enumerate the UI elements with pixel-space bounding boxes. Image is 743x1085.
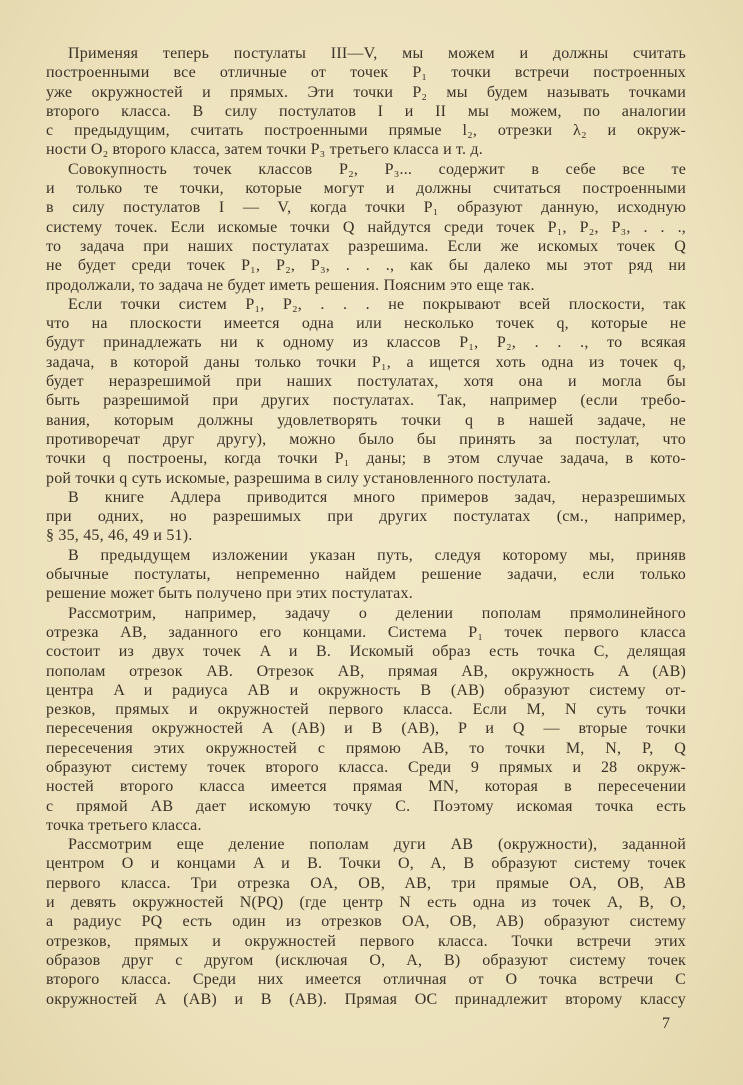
text-line: будет неразрешимой при наших постулатах, хотя она и могла бы [46,373,686,391]
text-line: отрезка AB, заданного его концами. Система P₁ точек первого класса [46,623,686,641]
paragraph [46,295,686,488]
text-line: и только те точки, которые могут и должны считаться построенными [46,180,686,198]
text-line: что на плоскости имеется одна или несколько точек q, которые не [46,315,686,333]
text-line: то задача при наших постулатах разрешима. Если же искомых точек Q [46,237,686,255]
text-line: систему точек. Если искомые точки Q найдутся среди точек P₁, P₂, P₃, . . ., [46,218,686,236]
paragraph [46,546,686,604]
text-line: центром O и концами A и B. Точки O, A, B образуют систему точек [46,855,686,873]
text-line: в силу постулатов I — V, когда точки P₁ образуют данную, исходную [46,199,686,217]
page-number: 7 [662,1015,670,1032]
text-line: первого класса. Три отрезка OA, OB, AB, три прямые OA, OB, AB [46,874,686,892]
page-body-text [46,44,686,1009]
paragraph [46,604,686,836]
text-line: Рассмотрим еще деление пополам дуги AB (окружности), заданной [68,836,686,854]
text-line: точка третьего класса. [46,816,202,834]
text-line: продолжали, то задача не будет иметь решения. Поясним это еще так. [46,276,535,294]
text-line: второго класса. В силу постулатов I и II мы можем, по аналогии [46,102,686,120]
text-line: обычные постулаты, непременно найдем решение задачи, если только [46,566,686,584]
text-line: второго класса. Среди них имеется отличная от O точка встречи C [46,971,686,989]
text-line: не будет среди точек P₁, P₂, P₃, . . ., как бы далеко мы этот ряд ни [46,257,686,275]
text-line: ностей второго класса имеется прямая MN, которая в пересечении [46,778,686,796]
text-line: точки q построены, когда точки P₁ даны; в этом случае задача, в кото- [46,450,686,468]
paragraph [46,44,686,160]
text-line: Рассмотрим, например, задачу о делении пополам прямолинейного [68,604,686,622]
text-line: противоречат друг другу), можно было бы принять за постулат, что [46,430,686,448]
text-line: центра A и радиуса AB и окружность B (AB) образуют систему от- [46,681,686,699]
text-line: § 35, 45, 46, 49 и 51). [46,527,193,545]
text-line: с предыдущим, считать построенными прямые l₂, отрезки λ₂ и окруж- [46,122,686,140]
text-line: отрезков, прямых и окружностей первого класса. Точки встречи этих [46,932,686,950]
text-line: вания, которым должны удовлетворять точки q в нашей задаче, не [46,411,686,429]
paragraph [46,160,686,295]
text-line: ности O₂ второго класса, затем точки P₃ третьего класса и т. д. [46,141,483,159]
paragraph [46,835,686,1009]
text-line: задача, в которой даны только точки P₁, а ищется хоть одна из точек q, [46,353,686,371]
text-line: и девять окружностей N(PQ) (где центр N есть одна из точек A, B, O, [46,894,686,912]
paragraph [46,488,686,546]
text-line: резков, прямых и окружностей первого класса. Если M, N суть точки [46,701,686,719]
text-line: решение может быть получено при этих постулатах. [46,585,413,603]
text-line: состоит из двух точек A и B. Искомый образ есть точка C, делящая [46,643,686,661]
text-line: образов друг с другом (исключая O, A, B) образуют систему точек [46,951,686,969]
text-line: а радиус PQ есть один из отрезков OA, OB, AB) образуют систему [46,913,686,931]
text-line: с прямой AB дает искомую точку C. Поэтому искомая точка есть [46,797,686,815]
text-line: В предыдущем изложении указан путь, следуя которому мы, приняв [68,546,686,564]
text-line: пополам отрезок AB. Отрезок AB, прямая AB, окружность A (AB) [46,662,686,680]
text-line: В книге Адлера приводится много примеров задач, неразрешимых [68,488,686,506]
text-line: Применяя теперь постулаты III—V, мы можем и должны считать [68,45,686,62]
text-line: будут принадлежать ни к одному из классов P₁, P₂, . . ., то всякая [46,334,686,352]
text-line: окружностей A (AB) и B (AB). Прямая OC принадлежит второму классу [46,990,686,1008]
text-line: при одних, но разрешимых при других постулатах (см., например, [46,508,686,526]
text-line: построенными все отличные от точек P₁ точки встречи построенных [46,64,686,82]
text-line: рой точки q суть искомые, разрешима в силу установленного постулата. [46,469,551,487]
text-line: образуют систему точек второго класса. Среди 9 прямых и 28 окруж- [46,758,686,776]
text-line: пересечения окружностей A (AB) и B (AB), P и Q — вторые точки [46,720,686,738]
text-line: быть разрешимой при других постулатах. Так, например (если требо- [46,392,686,410]
text-line: Совокупность точек классов P₂, P₃... содержит в себе все те [68,160,686,178]
text-line: Если точки систем P₁, P₂, . . . не покрывают всей плоскости, так [68,295,686,313]
text-line: пересечения этих окружностей с прямою AB, то точки M, N, P, Q [46,739,686,757]
text-line: уже окружностей и прямых. Эти точки P₂ мы будем называть точками [46,83,686,101]
